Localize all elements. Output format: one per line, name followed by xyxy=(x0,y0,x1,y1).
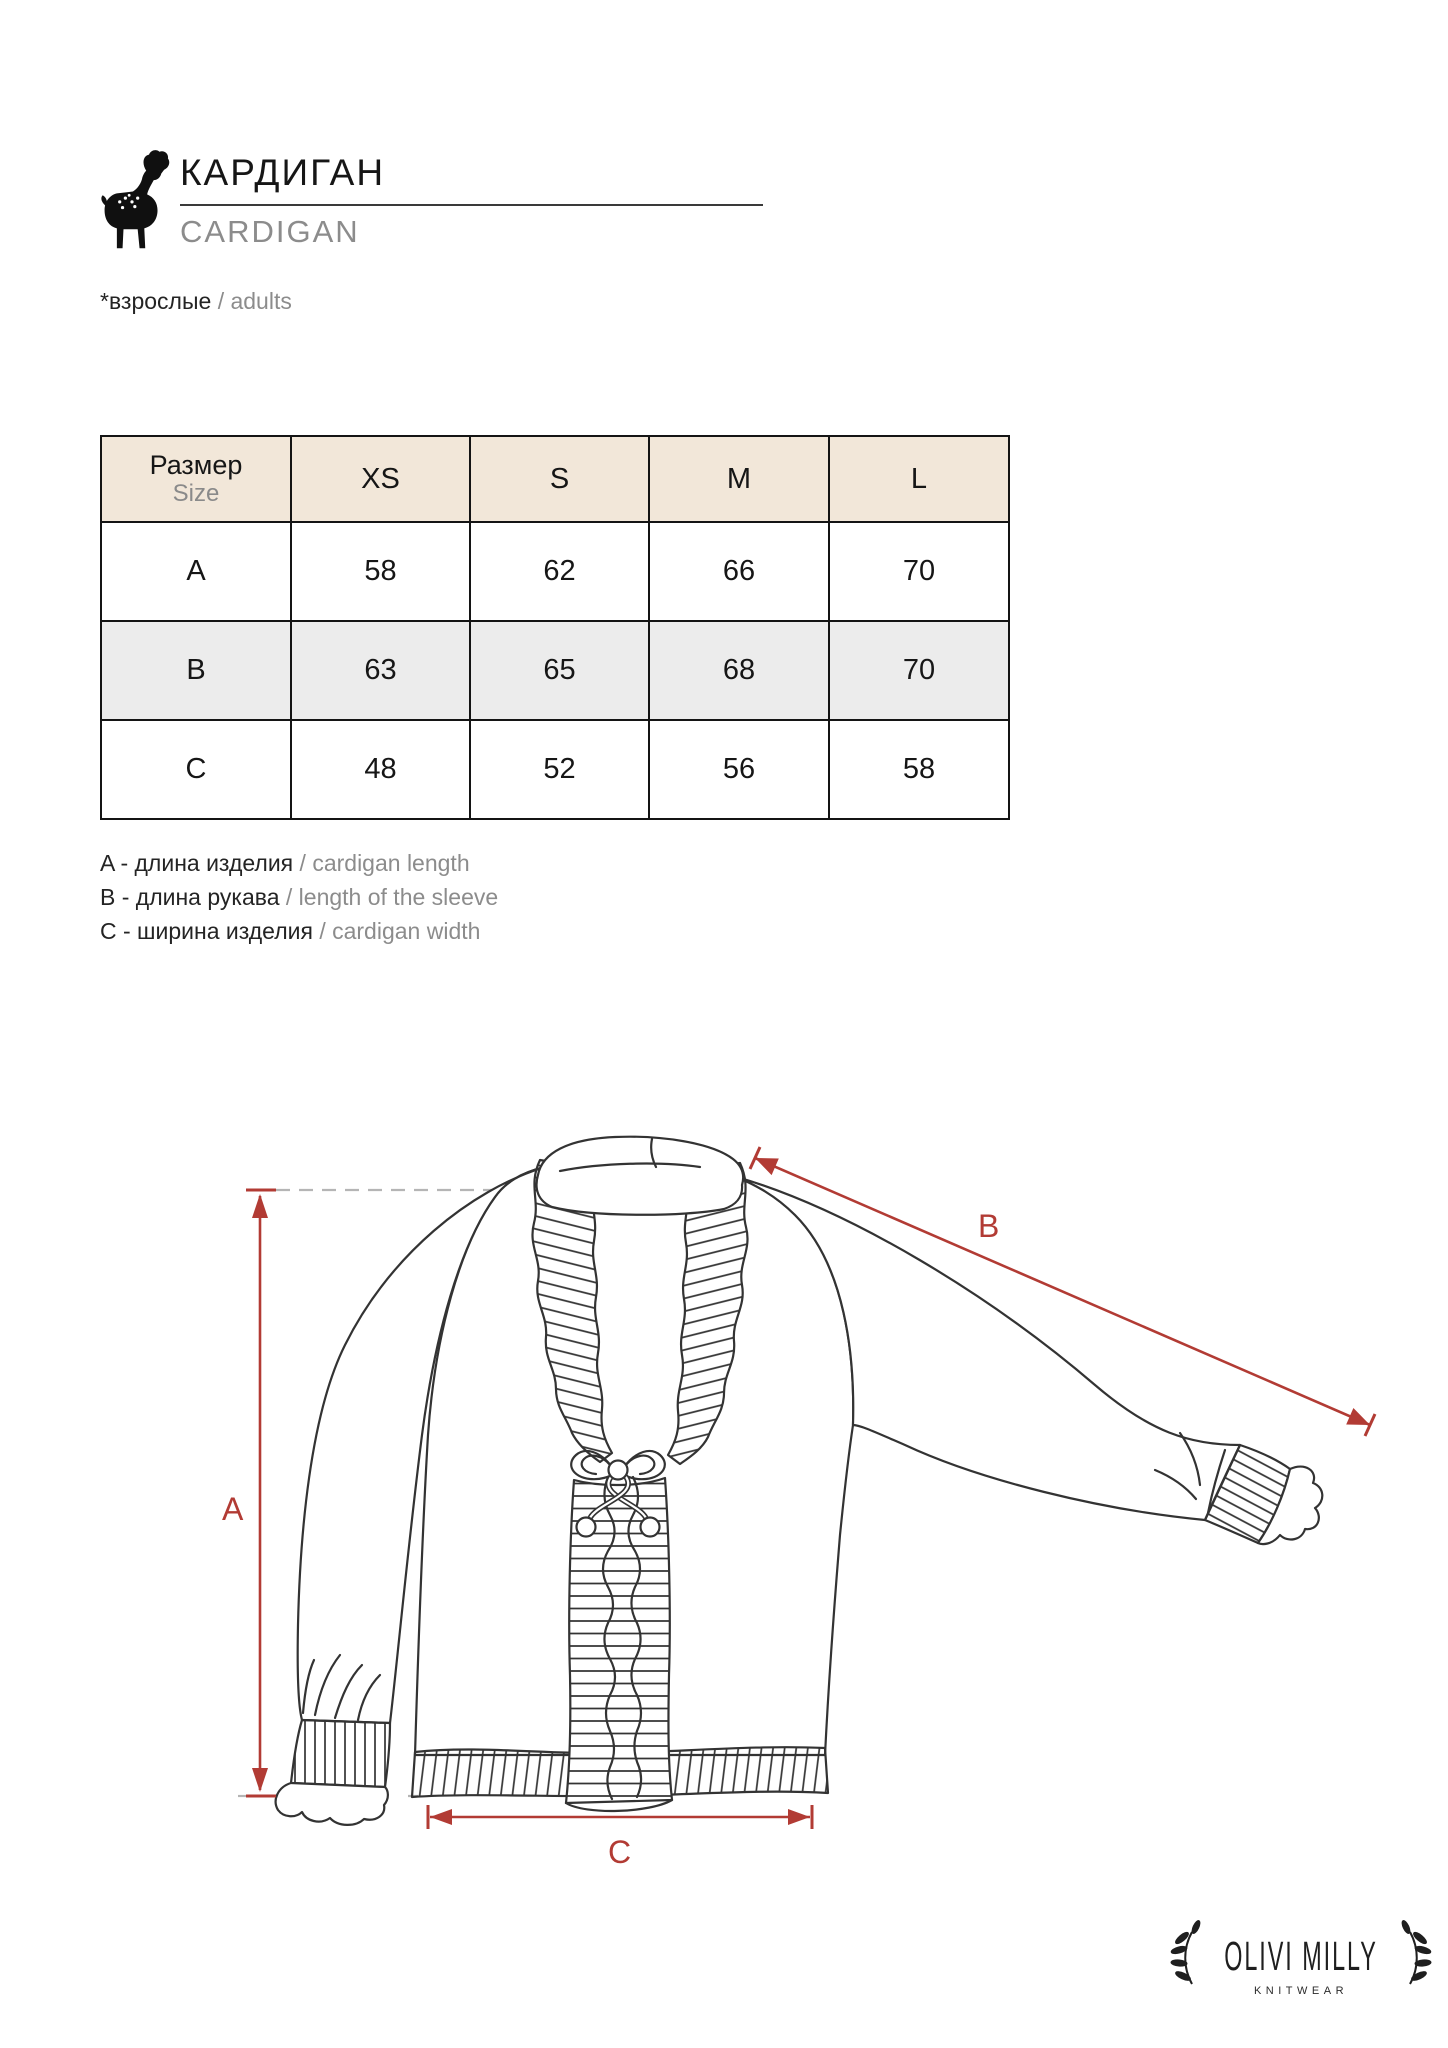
table-row-b xyxy=(101,621,1009,720)
left-cuff-rib xyxy=(291,1720,390,1787)
size-header-ru: Размер xyxy=(149,450,243,480)
size-column-m: M xyxy=(649,436,829,522)
size-column-s: S xyxy=(470,436,649,522)
size-cell: 68 xyxy=(649,621,829,720)
size-cell: 70 xyxy=(829,621,1009,720)
deer-icon xyxy=(94,148,170,252)
diagram-label-a: A xyxy=(222,1491,244,1527)
size-cell: 63 xyxy=(291,621,470,720)
size-header-en: Size xyxy=(172,480,220,507)
audience-note xyxy=(100,288,292,315)
size-cell: 65 xyxy=(470,621,649,720)
page-header xyxy=(180,152,780,250)
pompom xyxy=(577,1518,596,1537)
size-cell: 62 xyxy=(470,522,649,621)
page-title-ru: КАРДИГАН xyxy=(180,152,386,193)
legend-a-en: / cardigan length xyxy=(299,850,470,876)
row-label: C xyxy=(101,720,291,819)
legend-line-c xyxy=(100,914,498,948)
page-title-en: CARDIGAN xyxy=(180,214,360,249)
bow-knot xyxy=(609,1461,628,1480)
measurement-legend xyxy=(100,846,498,948)
table-row-c xyxy=(101,720,1009,819)
legend-c-ru: C - ширина изделия xyxy=(100,918,313,944)
size-cell: 56 xyxy=(649,720,829,819)
size-table xyxy=(100,435,1010,820)
row-label: B xyxy=(101,621,291,720)
size-cell: 48 xyxy=(291,720,470,819)
pompom xyxy=(641,1518,660,1537)
laurel-right-icon xyxy=(1401,1919,1432,1984)
size-cell: 66 xyxy=(649,522,829,621)
legend-b-ru: B - длина рукава xyxy=(100,884,280,910)
title-divider xyxy=(180,204,763,206)
measurement-arrow-a xyxy=(246,1190,276,1796)
legend-line-a xyxy=(100,846,498,880)
audience-note-en: / adults xyxy=(217,288,292,314)
diagram-label-c: C xyxy=(608,1834,632,1870)
size-cell: 70 xyxy=(829,522,1009,621)
table-row-a xyxy=(101,522,1009,621)
cardigan-illustration xyxy=(276,1137,1323,1825)
measurement-arrow-c xyxy=(428,1805,812,1829)
brand-name: OLIVI MILLY xyxy=(1224,1934,1378,1980)
brand-logo xyxy=(1170,1918,1432,2014)
audience-note-ru: *взрослые xyxy=(100,288,212,314)
size-column-l: L xyxy=(829,436,1009,522)
legend-line-b xyxy=(100,880,498,914)
legend-a-ru: A - длина изделия xyxy=(100,850,294,876)
size-cell: 58 xyxy=(291,522,470,621)
cardigan-diagram xyxy=(0,1115,1448,1915)
size-cell: 52 xyxy=(470,720,649,819)
laurel-left-icon xyxy=(1170,1919,1201,1984)
diagram-label-b: B xyxy=(978,1208,1000,1244)
left-cuff-ruffle xyxy=(276,1783,388,1825)
size-table-header-row xyxy=(101,436,1009,522)
legend-b-en: / length of the sleeve xyxy=(285,884,499,910)
size-cell: 58 xyxy=(829,720,1009,819)
size-table-corner-cell xyxy=(101,436,291,522)
legend-c-en: / cardigan width xyxy=(319,918,481,944)
collar-roll xyxy=(537,1137,744,1215)
brand-subtitle: KNITWEAR xyxy=(1253,1985,1349,1997)
row-label: A xyxy=(101,522,291,621)
size-column-xs: XS xyxy=(291,436,470,522)
